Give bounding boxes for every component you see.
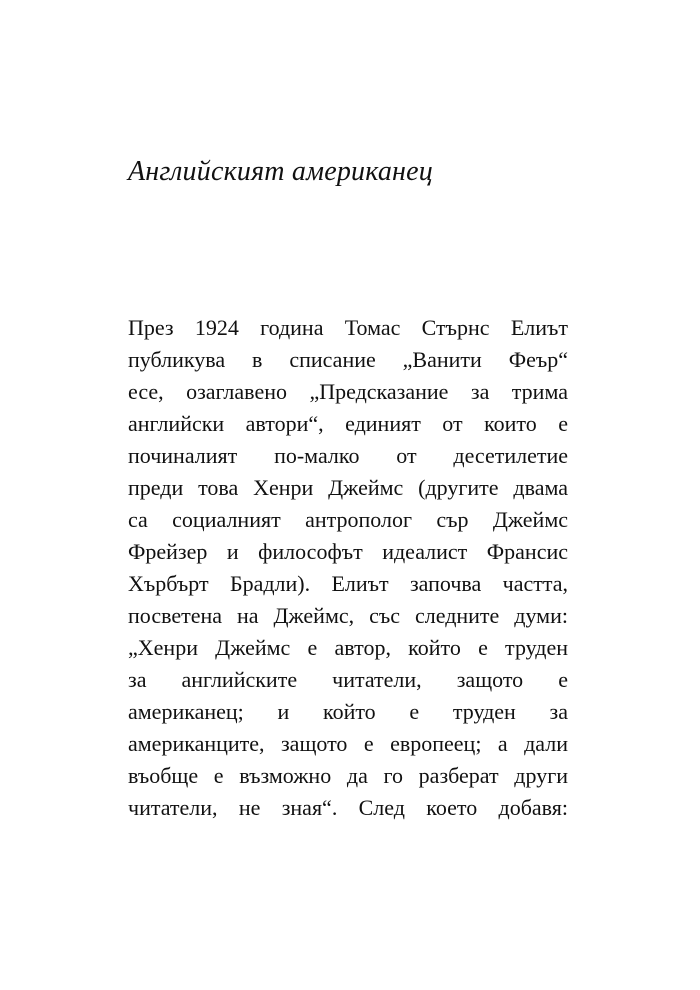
text-line: за английските читатели, защото е [128,667,568,692]
text-line: американците, защото е европеец; а дали [128,731,568,756]
text-line: публикува в списание „Ванити Феър“ [128,347,568,372]
text-line: са социалният антрополог сър Джеймс [128,507,568,532]
body-paragraph [128,312,568,824]
text-line: преди това Хенри Джеймс (другите двама [128,475,568,500]
text-line: есе, озаглавено „Предсказание за трима [128,379,568,404]
text-line: читатели, не зная“. След което добавя: [128,795,568,820]
text-line: „Хенри Джеймс е автор, който е труден [128,635,568,660]
text-line: починалият по-малко от десетилетие [128,443,568,468]
text-line: Хърбърт Брадли). Елиът започва частта, [128,571,568,596]
text-line: въобще е възможно да го разберат други [128,763,568,788]
chapter-title: Английският американец [128,156,433,187]
text-line: американец; и който е труден за [128,699,568,724]
text-line: английски автори“, единият от които е [128,411,568,436]
text-line: посветена на Джеймс, със следните думи: [128,603,568,628]
text-line: Фрейзер и философът идеалист Франсис [128,539,568,564]
text-line: През 1924 година Томас Стърнс Елиът [128,315,568,340]
